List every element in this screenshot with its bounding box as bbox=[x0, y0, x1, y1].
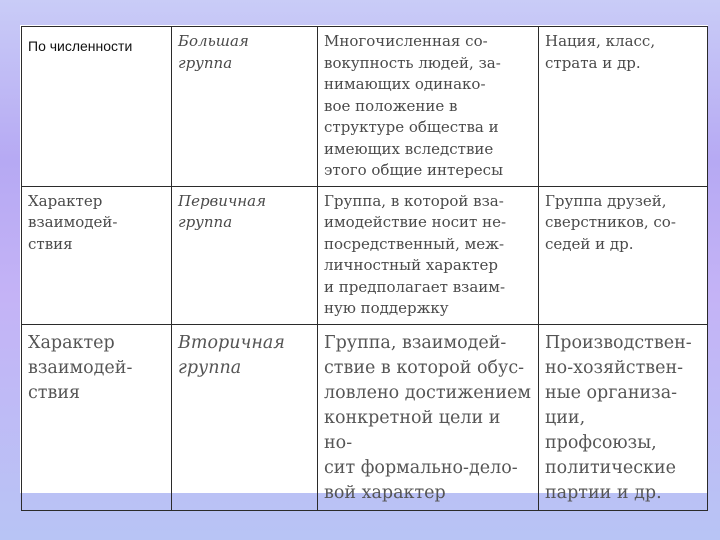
table-row bbox=[22, 186, 708, 324]
group-type-cell: Большая группа bbox=[172, 27, 318, 187]
criterion-text: По численности bbox=[28, 36, 132, 58]
criterion-cell: Характер взаимодей- ствия bbox=[22, 186, 172, 324]
definition-cell: Группа, взаимодей- ствие в которой обус- ловлено достижением конкретной цели и но- сит формально-дело- вой характер bbox=[318, 324, 539, 510]
group-type-cell: Первичная группа bbox=[172, 186, 318, 324]
table-row bbox=[22, 324, 708, 510]
definition-cell: Многочисленная со- вокупность людей, за- нимающих одинако- вое положение в структуре общества и имеющих вследствие этого общие интересы bbox=[318, 27, 539, 187]
examples-cell: Нация, класс, страта и др. bbox=[539, 27, 708, 187]
table-row bbox=[22, 27, 708, 187]
criterion-cell: Характер взаимодей- ствия bbox=[22, 324, 172, 510]
slide bbox=[20, 25, 708, 503]
examples-cell: Производствен- но-хозяйствен- ные организа- ции, профсоюзы, политические партии и др. bbox=[539, 324, 708, 510]
social-groups-table bbox=[21, 26, 708, 511]
definition-cell: Группа, в которой вза- имодействие носит не- посредственный, меж- личностный характер и предполагает взаим- ную поддержку bbox=[318, 186, 539, 324]
criterion-cell bbox=[22, 27, 172, 187]
examples-cell: Группа друзей, сверстников, со- седей и др. bbox=[539, 186, 708, 324]
group-type-cell: Вторичная группа bbox=[172, 324, 318, 510]
